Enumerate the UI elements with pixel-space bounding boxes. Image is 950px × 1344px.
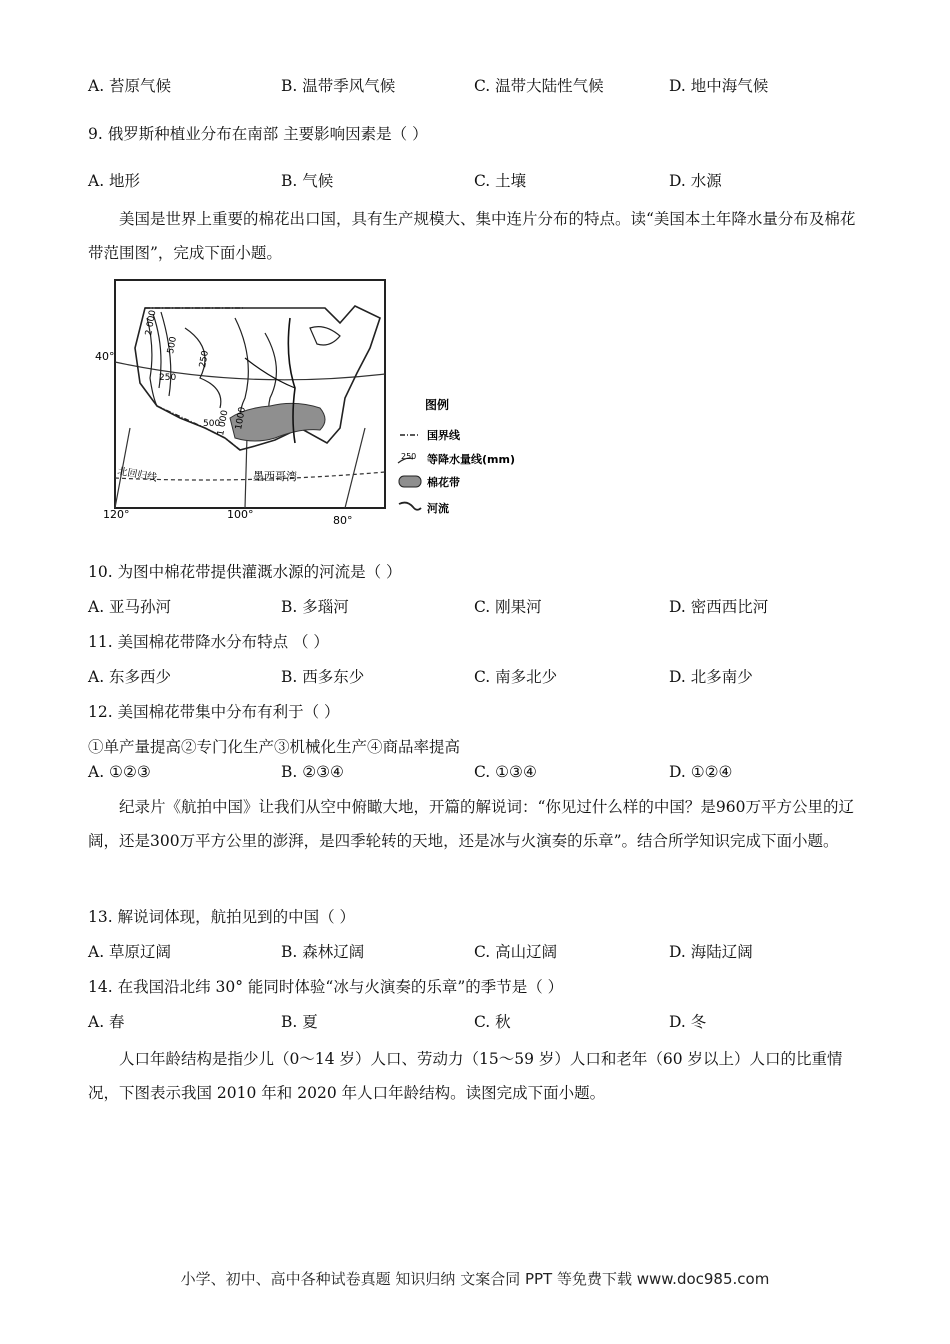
q12-option-b: B. ②③④	[281, 763, 344, 781]
cotton-intro: 美国是世界上重要的棉花出口国，具有生产规模大、集中连片分布的特点。读“美国本土年降水量分布及棉花带范围图”，完成下面小题。	[88, 210, 856, 262]
lon-80-label: 80°	[333, 514, 353, 527]
legend-cotton-symbol	[399, 476, 421, 487]
q14-option-b: B. 夏	[281, 1013, 318, 1031]
isohyet-label: 2 000	[144, 309, 159, 337]
q9-option-a: A. 地形	[88, 172, 141, 190]
q9-option-b: B. 气候	[281, 172, 334, 190]
isohyet-label: 250	[159, 373, 177, 383]
q12-stem: 12. 美国棉花带集中分布有利于（ ）	[88, 703, 340, 721]
isohyet-label: 1 000	[216, 409, 231, 437]
q12-option-c: C. ①③④	[474, 763, 537, 781]
film-intro: 纪录片《航拍中国》让我们从空中俯瞰大地，开篇的解说词：“你见过什么样的中国？是960万平方公里的辽阔，还是300万平方公里的澎湃，是四季轮转的天地，还是冰与火演奏的乐章”。结合所学知识完成下面小题。	[88, 798, 855, 850]
q10-stem: 10. 为图中棉花带提供灌溉水源的河流是（ ）	[88, 563, 402, 581]
us-precipitation-cotton-map	[95, 278, 535, 528]
isohyet-label: 250	[198, 349, 211, 369]
q14-options	[88, 1012, 868, 1032]
q13-option-c: C. 高山辽阔	[474, 943, 558, 961]
q9-option-d: D. 水源	[669, 172, 722, 190]
legend-border-label: 国界线	[427, 429, 460, 442]
legend-isohyet-label: 等降水量线(mm)	[427, 453, 515, 466]
lat-40-label: 40°	[95, 350, 115, 363]
q10-option-c: C. 刚果河	[474, 598, 542, 616]
q13-stem: 13. 解说词体现，航拍见到的中国（ ）	[88, 908, 356, 926]
q11-stem: 11. 美国棉花带降水分布特点 （ ）	[88, 633, 329, 651]
q8-option-c: C. 温带大陆性气候	[474, 77, 604, 95]
q12-options	[88, 762, 868, 782]
legend-title: 图例	[425, 398, 450, 412]
q14-option-a: A. 春	[88, 1013, 125, 1031]
q14-option-d: D. 冬	[669, 1013, 707, 1031]
q12-option-d: D. ①②④	[669, 763, 733, 781]
q9-options	[88, 171, 868, 191]
legend-cotton-label: 棉花带	[427, 476, 460, 489]
q8-option-a: A. 苔原气候	[88, 77, 172, 95]
legend-river-symbol	[399, 503, 421, 510]
q10-options	[88, 597, 868, 617]
q10-option-d: D. 密西西比河	[669, 598, 769, 616]
gulf-label: 墨西哥湾	[253, 470, 297, 483]
q11-option-c: C. 南多北少	[474, 668, 558, 686]
legend-isohyet-value: 250	[401, 452, 417, 461]
legend-river-label: 河流	[427, 502, 449, 515]
q8-option-d: D. 地中海气候	[669, 77, 769, 95]
q8-options	[88, 76, 868, 96]
q9-stem: 9. 俄罗斯种植业分布在南部 主要影响因素是（ ）	[88, 125, 428, 143]
q11-options	[88, 667, 868, 687]
lon-100-label: 100°	[227, 508, 254, 521]
q9-option-c: C. 土壤	[474, 172, 527, 190]
page-footer: 小学、初中、高中各种试卷真题 知识归纳 文案合同 PPT 等免费下载 www.doc985.com	[180, 1270, 770, 1288]
tropic-label: 北回归线	[116, 466, 158, 484]
q10-option-a: A. 亚马孙河	[88, 598, 172, 616]
population-intro: 人口年龄结构是指少儿（0～14 岁）人口、劳动力（15～59 岁）人口和老年（60 岁以上）人口的比重情况，下图表示我国 2010 年和 2020 年人口年龄结构。读图完成下面小题。	[88, 1050, 843, 1102]
q14-option-c: C. 秋	[474, 1013, 511, 1031]
isohyet-label: 500	[203, 419, 221, 429]
q10-option-b: B. 多瑙河	[281, 598, 349, 616]
q11-option-b: B. 西多东少	[281, 668, 365, 686]
lon-120-label: 120°	[103, 508, 130, 521]
q13-options	[88, 942, 868, 962]
q8-option-b: B. 温带季风气候	[281, 77, 396, 95]
isohyet-label: 500	[166, 335, 179, 355]
q14-stem: 14. 在我国沿北纬 30° 能同时体验“冰与火演奏的乐章”的季节是（ ）	[88, 978, 564, 996]
q11-option-d: D. 北多南少	[669, 668, 753, 686]
q13-option-a: A. 草原辽阔	[88, 943, 172, 961]
isohyet-label: 1000	[234, 406, 248, 431]
q13-option-b: B. 森林辽阔	[281, 943, 365, 961]
q13-option-d: D. 海陆辽阔	[669, 943, 753, 961]
q12-statements: ①单产量提高②专门化生产③机械化生产④商品率提高	[88, 738, 461, 756]
q11-option-a: A. 东多西少	[88, 668, 172, 686]
q12-option-a: A. ①②③	[88, 763, 151, 781]
